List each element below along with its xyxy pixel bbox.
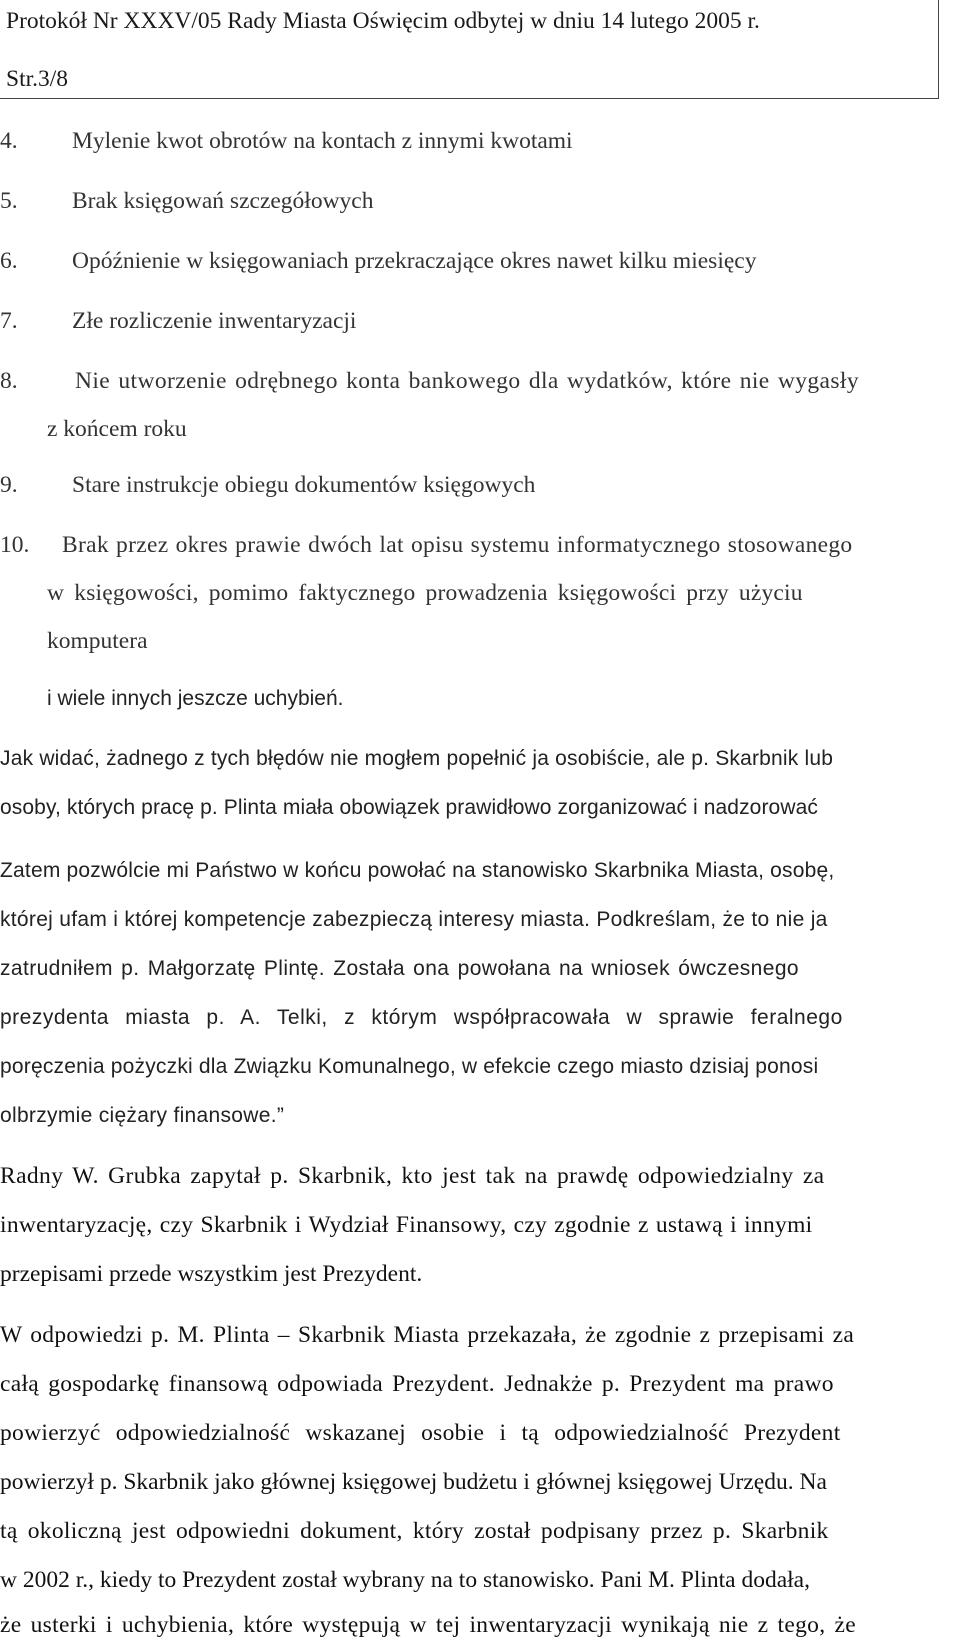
paragraph-line: której ufam i której kompetencje zabezpieczą interesy miasta. Podkreślam, że to nie ja	[0, 908, 828, 931]
document-title: Protokół Nr XXXV/05 Rady Miasta Oświęcim odbytej w dniu 14 lutego 2005 r.	[6, 8, 760, 34]
list-item-text: Złe rozliczenie inwentaryzacji	[72, 308, 357, 334]
list-item-number: 10.	[0, 532, 30, 558]
paragraph-line: Radny W. Grubka zapytał p. Skarbnik, kto jest tak na prawdę odpowiedzialny za	[0, 1163, 825, 1189]
paragraph-line: w 2002 r., kiedy to Prezydent został wybrany na to stanowisko. Pani M. Plinta dodała,	[0, 1567, 810, 1593]
paragraph-line: olbrzymie ciężary finansowe.”	[0, 1104, 285, 1127]
list-item-continuation: komputera	[47, 628, 148, 654]
paragraph-line: prezydenta miasta p. A. Telki, z którym współpracowała w sprawie feralnego	[0, 1006, 843, 1029]
list-item-text: Stare instrukcje obiegu dokumentów księgowych	[72, 472, 536, 498]
list-trailing-note: i wiele innych jeszcze uchybień.	[47, 687, 344, 710]
list-item-continuation: z końcem roku	[47, 416, 187, 442]
list-item-number: 9.	[0, 472, 18, 498]
list-item-continuation: w księgowości, pomimo faktycznego prowadzenia księgowości przy użyciu	[47, 580, 803, 606]
paragraph-line: osoby, których pracę p. Plinta miała obowiązek prawidłowo zorganizować i nadzorować	[0, 796, 818, 819]
list-item-text: Nie utworzenie odrębnego konta bankowego dla wydatków, które nie wygasły	[75, 368, 860, 394]
paragraph-line: powierzyć odpowiedzialność wskazanej osobie i tą odpowiedzialność Prezydent	[0, 1420, 841, 1446]
paragraph-line: zatrudniłem p. Małgorzatę Plintę. Została ona powołana na wniosek ówczesnego	[0, 957, 799, 980]
list-item-number: 8.	[0, 368, 18, 394]
list-item-number: 7.	[0, 308, 18, 334]
page-number: Str.3/8	[6, 66, 69, 92]
list-item-text: Mylenie kwot obrotów na kontach z innymi kwotami	[72, 128, 573, 154]
paragraph-line: tą okoliczną jest odpowiedni dokument, który został podpisany przez p. Skarbnik	[0, 1518, 829, 1544]
paragraph-line: Jak widać, żadnego z tych błędów nie mogłem popełnić ja osobiście, ale p. Skarbnik lub	[0, 747, 834, 770]
list-item-number: 4.	[0, 128, 18, 154]
list-item-number: 6.	[0, 248, 18, 274]
paragraph-line: Zatem pozwólcie mi Państwo w końcu powołać na stanowisko Skarbnika Miasta, osobę,	[0, 859, 835, 882]
page-header	[0, 0, 939, 99]
list-item-text: Brak przez okres prawie dwóch lat opisu systemu informatycznego stosowanego	[62, 532, 853, 558]
paragraph-line: że usterki i uchybienia, które występują w tej inwentaryzacji wynikają nie z tego, że	[0, 1612, 857, 1638]
paragraph-line: inwentaryzację, czy Skarbnik i Wydział Finansowy, czy zgodnie z ustawą i innymi	[0, 1212, 813, 1238]
list-item-text: Brak księgowań szczegółowych	[72, 188, 374, 214]
paragraph-line: całą gospodarkę finansową odpowiada Prezydent. Jednakże p. Prezydent ma prawo	[0, 1371, 834, 1397]
paragraph-line: poręczenia pożyczki dla Związku Komunalnego, w efekcie czego miasto dzisiaj ponosi	[0, 1055, 819, 1078]
list-item-text: Opóźnienie w księgowaniach przekraczające okres nawet kilku miesięcy	[72, 248, 757, 274]
list-item-number: 5.	[0, 188, 18, 214]
paragraph-line: powierzył p. Skarbnik jako głównej księgowej budżetu i głównej księgowej Urzędu. Na	[0, 1469, 827, 1495]
paragraph-line: przepisami przede wszystkim jest Prezydent.	[0, 1261, 423, 1287]
paragraph-line: W odpowiedzi p. M. Plinta – Skarbnik Miasta przekazała, że zgodnie z przepisami za	[0, 1322, 855, 1348]
